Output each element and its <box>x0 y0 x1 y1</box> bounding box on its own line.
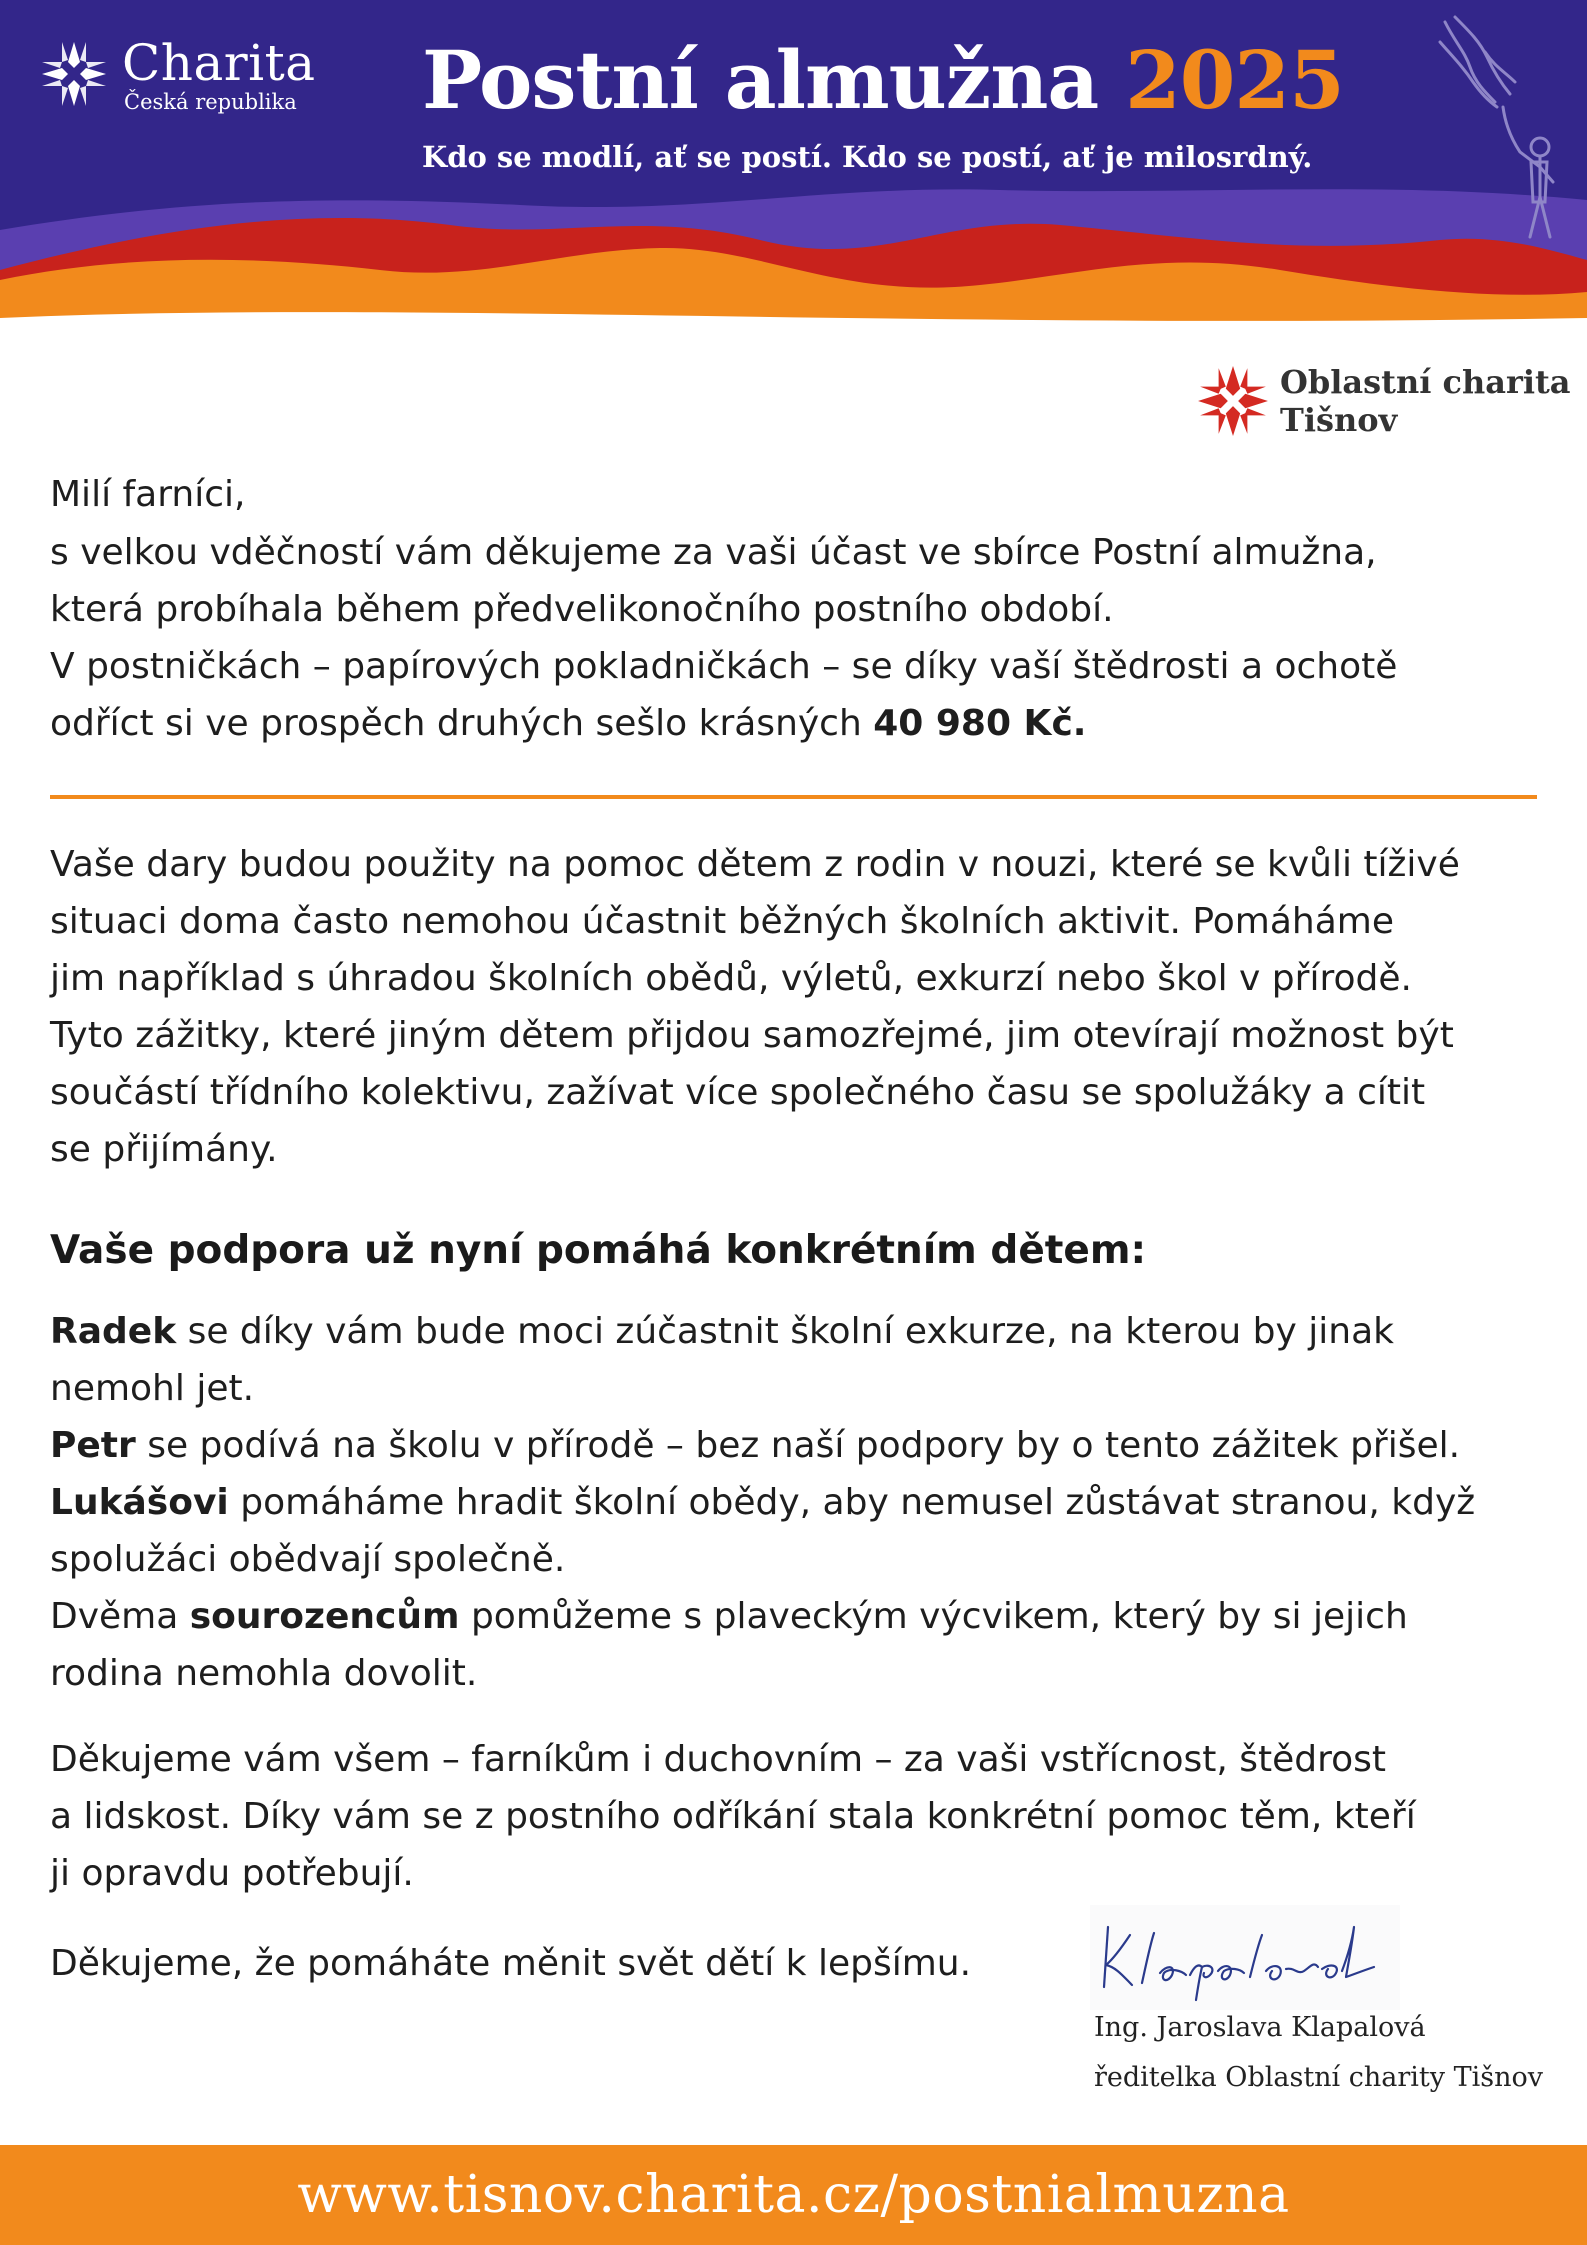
intro-line-1: s velkou vděčností vám děkujeme za vaši účast ve sbírce Postní almužna, <box>50 532 1377 573</box>
thanks-line-3: ji opravdu potřebují. <box>50 1853 414 1894</box>
org-logo <box>1196 363 1571 439</box>
support-lukas <box>50 1474 1580 1531</box>
usage-section <box>50 836 1570 1178</box>
thanks-line-2: a lidskost. Díky vám se z postního odříkání stala konkrétní pomoc těm, kteří <box>50 1796 1416 1837</box>
usage-line-4: Tyto zážitky, které jiným dětem přijdou samozřejmé, jim otevírají možnost být <box>50 1015 1454 1056</box>
header-banner <box>0 0 1587 325</box>
name-lukas: Lukášovi <box>50 1482 229 1523</box>
name-radek: Radek <box>50 1311 177 1352</box>
usage-line-1: Vaše dary budou použity na pomoc dětem z rodin v nouzi, které se kvůli tíživé <box>50 844 1460 885</box>
support-siblings-text: pomůžeme s plaveckým výcvikem, který by si jejich <box>459 1596 1408 1637</box>
support-lukas-text: pomáháme hradit školní obědy, aby nemusel zůstávat stranou, když <box>228 1482 1476 1523</box>
support-petr-text: se podívá na školu v přírodě – bez naší podpory by o tento zážitek přišel. <box>135 1425 1461 1466</box>
support-heading: Vaše podpora už nyní pomáhá konkrétním dětem: <box>50 1228 1147 1273</box>
support-radek-cont: nemohl jet. <box>50 1368 255 1409</box>
charita-cross-icon <box>1196 364 1270 438</box>
signer-block <box>1094 2003 1543 2103</box>
name-siblings: sourozencům <box>189 1596 460 1637</box>
signer-name: Ing. Jaroslava Klapalová <box>1094 2012 1426 2043</box>
intro-line-2: která probíhala během předvelikonočního postního období. <box>50 589 1114 630</box>
praying-figure-icon <box>1425 12 1575 242</box>
brand-name: Charita <box>122 34 316 92</box>
footer-url-link[interactable]: www.tisnov.charita.cz/postnialmuzna <box>297 2165 1290 2225</box>
motto: Kdo se modlí, ať se postí. Kdo se postí, ať je milosrdný. <box>422 140 1313 174</box>
support-siblings-prefix: Dvěma <box>50 1596 190 1637</box>
intro-line-4-text: odříct si ve prospěch druhých sešlo krásných <box>50 703 874 744</box>
support-petr <box>50 1417 1580 1474</box>
handwritten-signature <box>1090 1905 1400 2010</box>
org-name-line1: Oblastní charita <box>1280 363 1571 401</box>
intro-line-4 <box>50 695 1560 752</box>
title-year: 2025 <box>1125 33 1344 127</box>
support-section <box>50 1303 1580 1702</box>
charita-cross-icon <box>38 38 110 110</box>
signer-role: ředitelka Oblastní charity Tišnov <box>1094 2062 1544 2093</box>
charita-brand <box>38 36 316 114</box>
org-name-line2: Tišnov <box>1280 401 1398 439</box>
support-siblings <box>50 1588 1580 1645</box>
usage-line-2: situaci doma často nemohou účastnit běžných školních aktivit. Pomáháme <box>50 901 1395 942</box>
brand-subtitle: Česká republika <box>124 90 297 114</box>
support-radek-text: se díky vám bude moci zúčastnit školní exkurze, na kterou by jinak <box>176 1311 1395 1352</box>
name-petr: Petr <box>50 1425 136 1466</box>
intro-section <box>50 466 1560 752</box>
collected-amount: 40 980 Kč. <box>873 703 1087 744</box>
page-title <box>422 30 1344 130</box>
support-lukas-cont: spolužáci obědvají společně. <box>50 1539 566 1580</box>
usage-line-3: jim například s úhradou školních obědů, výletů, exkurzí nebo škol v přírodě. <box>50 958 1412 999</box>
thanks-section <box>50 1731 1570 1902</box>
footer-bar <box>0 2145 1587 2245</box>
closing-line: Děkujeme, že pomáháte měnit svět dětí k lepšímu. <box>50 1943 972 1984</box>
support-siblings-cont: rodina nemohla dovolit. <box>50 1653 478 1694</box>
support-radek <box>50 1303 1580 1360</box>
usage-line-6: se přijímány. <box>50 1129 278 1170</box>
divider <box>50 795 1537 799</box>
intro-line-3: V postničkách – papírových pokladničkách – se díky vaší štědrosti a ochotě <box>50 646 1398 687</box>
title-main: Postní almužna <box>422 33 1099 127</box>
usage-line-5: součástí třídního kolektivu, zažívat více společného času se spolužáky a cítit <box>50 1072 1426 1113</box>
greeting: Milí farníci, <box>50 474 246 515</box>
thanks-line-1: Děkujeme vám všem – farníkům i duchovním – za vaši vstřícnost, štědrost <box>50 1739 1387 1780</box>
